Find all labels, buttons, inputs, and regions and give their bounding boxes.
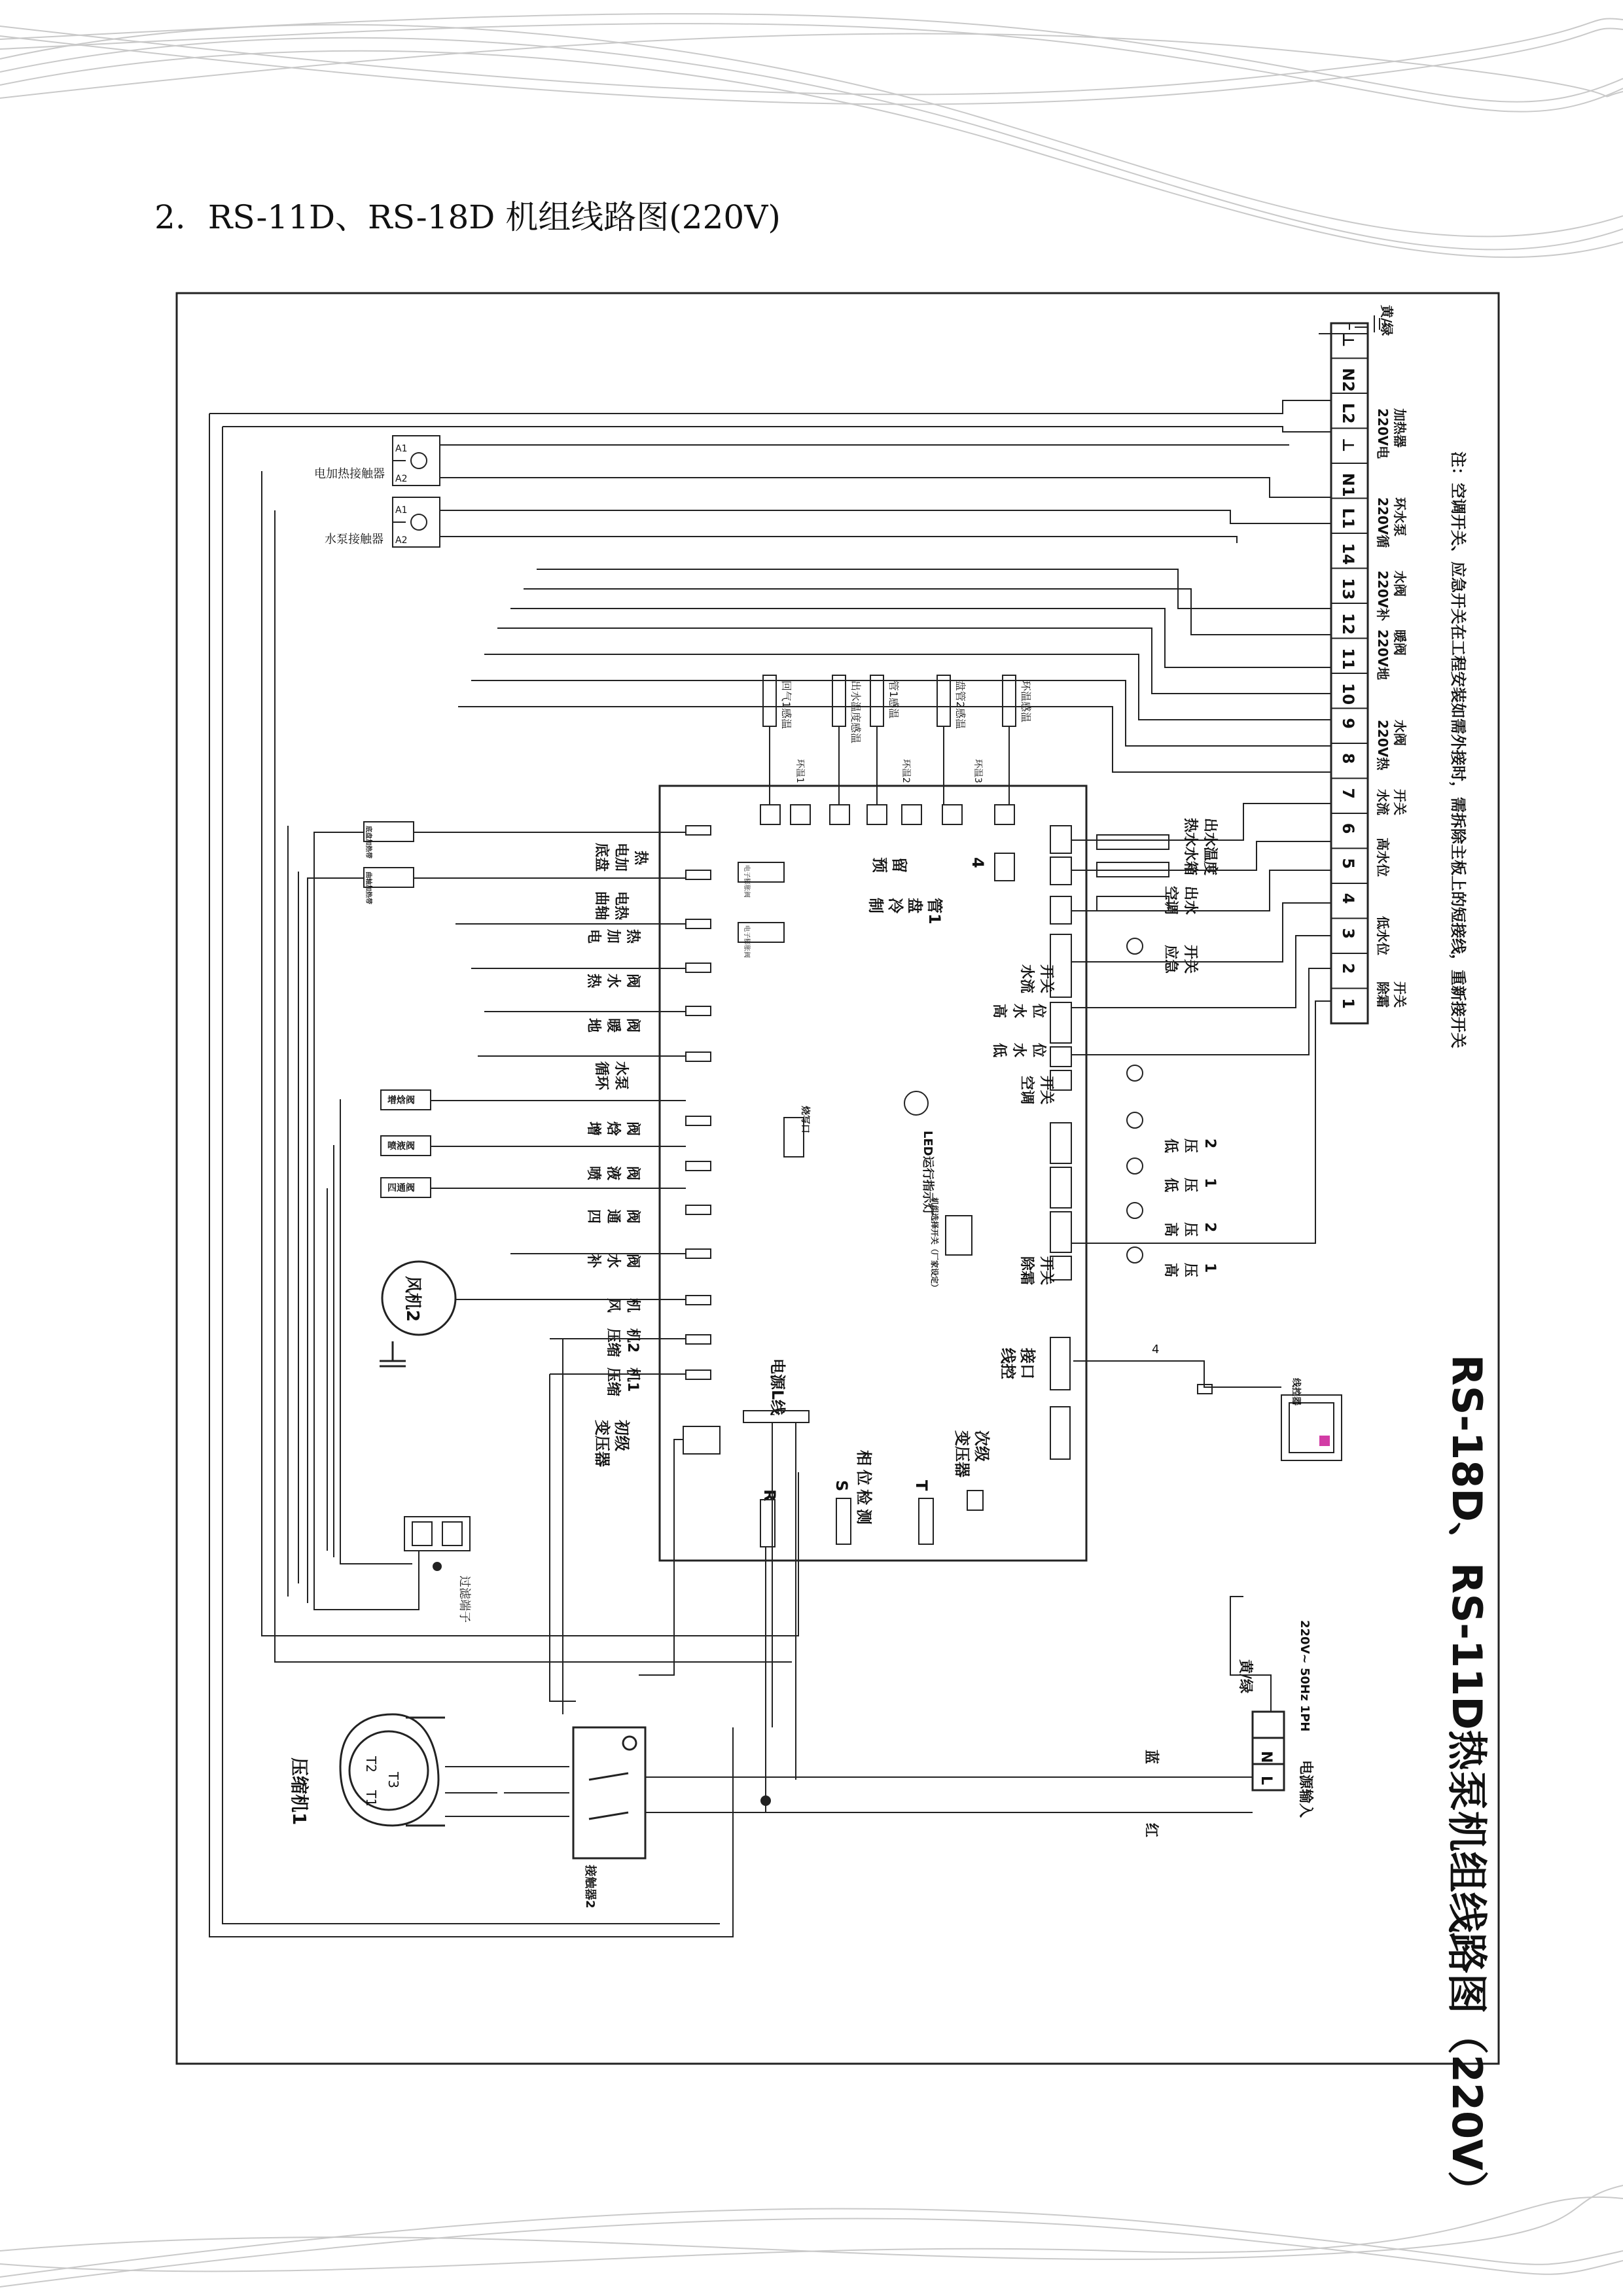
term-label-hot-valve-2: 水阀 <box>1392 720 1408 746</box>
term-label-supply-valve-2: 水阀 <box>1392 571 1408 597</box>
label-low-level-1: 低 <box>991 1043 1007 1058</box>
compressor-terminal-labels <box>363 1756 401 1807</box>
terminal-number: 2 <box>1339 963 1357 974</box>
label-high-level-1: 高 <box>991 1004 1007 1019</box>
terminal-number: 14 <box>1339 542 1357 565</box>
board-output-tabs <box>686 826 711 1379</box>
label-ac-switch-1: 空调 <box>1018 1076 1035 1105</box>
crank-heater-label: 曲轴加热带 <box>365 872 372 904</box>
diagram-title: RS-18D、RS-11D热泵机组线路图（220V） <box>1443 1354 1491 2212</box>
label-flow-switch-2: 开关 <box>1038 964 1054 994</box>
left-component-labels <box>365 826 415 1193</box>
contactor-labels <box>314 444 407 546</box>
terminal-number: L2 <box>1339 402 1357 424</box>
phase-s: S <box>832 1480 851 1492</box>
fan-motor-label: 风机2 <box>402 1276 422 1322</box>
coil-a2-bottom: A2 <box>395 535 408 546</box>
label-circulation-pump-2: 水泵 <box>613 1061 629 1091</box>
label-compressor2-2: 机2 <box>624 1328 641 1353</box>
label-floor-valve-2: 暖 <box>605 1018 621 1033</box>
wire-control-port-2: 接口 <box>1018 1348 1037 1379</box>
wire-ground-label: 黄/绿 <box>1237 1659 1253 1694</box>
sensor-port-labels <box>794 759 983 783</box>
transformer-secondary-2: 次级 <box>972 1430 991 1462</box>
terminal-l: L <box>1258 1776 1274 1786</box>
terminal-number: N2 <box>1339 368 1357 393</box>
phase-detect-3: 检 <box>855 1489 873 1505</box>
label-high-press1-3: 1 <box>1202 1263 1218 1273</box>
dip-switch-label: 机组选择开关（厂家设定） <box>930 1197 939 1292</box>
wire-controller <box>1073 1361 1342 1460</box>
label-hot-water-valve-2: 水 <box>605 974 621 989</box>
phase-detect-4: 测 <box>855 1509 873 1525</box>
label-electric-heat-3: 热 <box>624 929 641 944</box>
label-ac-switch-2: 开关 <box>1038 1076 1054 1105</box>
transformer-primary-connector <box>683 1426 720 1454</box>
label-chassis-heat-3: 热 <box>632 851 649 866</box>
term-label-supply-valve-1: 220V补 <box>1375 571 1391 622</box>
power-line-label: 电源L线 <box>768 1358 787 1416</box>
reserve-2: 留 <box>890 857 908 873</box>
label-supply-valve-3: 阀 <box>624 1254 641 1269</box>
terminal-number: N1 <box>1339 472 1357 497</box>
port-ambient1: 环温1 <box>794 759 805 783</box>
label-high-press1-2: 压 <box>1182 1263 1198 1278</box>
term-label-defrost-1: 除霜 <box>1375 981 1391 1008</box>
label-compressor2: 压缩 <box>605 1328 621 1358</box>
sensor-coil2: 盘管2感温 <box>954 680 967 730</box>
phase-detect-2: 位 <box>855 1470 873 1485</box>
terminal-number: 9 <box>1339 718 1357 729</box>
terminal-number: 8 <box>1339 752 1357 764</box>
label-ac-outlet-2: 出水 <box>1182 886 1198 915</box>
label-crank-heat-2: 电热 <box>613 891 629 921</box>
coil-a1-bottom: A1 <box>395 505 408 516</box>
power-input-labels <box>1143 1620 1314 1837</box>
terminal-n: N <box>1258 1751 1274 1763</box>
sensor-ports <box>760 805 1014 824</box>
label-outlet-temp: 出水温度 <box>1202 818 1218 876</box>
label-low-level-3: 位 <box>1030 1043 1046 1058</box>
led-indicator-label: LED运行指示灯 <box>921 1131 935 1215</box>
compressor-t1: T1 <box>363 1790 379 1807</box>
label-compressor1-2: 机1 <box>624 1368 641 1392</box>
terminal-number: 1 <box>1339 998 1357 1009</box>
board-inner-connectors <box>738 862 1070 1510</box>
board-mark-1: 电子膨胀阀 <box>743 865 750 898</box>
label-chassis-heat: 底盘 <box>593 843 609 872</box>
reserve-3: 4 <box>969 857 987 868</box>
wire-count-label: 4 <box>1152 1343 1160 1356</box>
wire-control-port-1: 线控 <box>999 1348 1017 1379</box>
compressor-label: 压缩机1 <box>289 1757 310 1826</box>
wiring-lines <box>209 400 1331 1937</box>
label-four-way-valve: 四 <box>585 1209 601 1224</box>
transformer-secondary-1: 变压器 <box>953 1430 971 1477</box>
terminal-number: 11 <box>1339 648 1357 670</box>
terminal-number: L1 <box>1339 508 1357 529</box>
compressor-t3: T3 <box>385 1772 401 1788</box>
terminal-number: 12 <box>1339 612 1357 635</box>
reserve-1: 预 <box>870 857 889 873</box>
terminal-number: 3 <box>1339 928 1357 939</box>
sensor-return-gas: 回气1感温 <box>780 680 793 730</box>
label-hot-water-tank: 热水水箱 <box>1182 818 1198 876</box>
term-label-ground: 黄/绿 <box>1379 305 1395 336</box>
terminal-number: 10 <box>1339 682 1357 705</box>
label-crank-heat: 曲轴 <box>593 891 609 921</box>
label-supply-valve-2: 水 <box>605 1254 621 1269</box>
heater-contactor-label: 电加热接触器 <box>314 467 385 481</box>
contactor-2-label: 接触器2 <box>583 1865 597 1909</box>
transformer-primary-1: 变压器 <box>593 1420 611 1467</box>
pump-contactor-label: 水泵接触器 <box>325 533 383 546</box>
label-hot-water-valve-3: 阀 <box>624 974 641 989</box>
label-electric-heat-2: 加 <box>605 929 621 944</box>
label-spray-valve-3: 阀 <box>624 1166 641 1181</box>
installation-note: 注：空调开关、应急开关在工程安装如需外接时，需拆除主板上的短接线，重新接开关 <box>1449 451 1467 1048</box>
cooling-coil-1: 制 <box>866 898 885 913</box>
cooling-coil-4: 管1 <box>925 898 944 925</box>
contactor-2 <box>573 1727 645 1858</box>
phase-t: T <box>912 1480 931 1491</box>
label-compressor1: 压缩 <box>605 1368 621 1397</box>
label-supply-valve: 补 <box>585 1254 601 1269</box>
board-mark-2: 电子膨胀阀 <box>743 925 750 958</box>
coil-a2-top: A2 <box>395 474 408 484</box>
four-way-valve-label: 四通阀 <box>387 1183 415 1193</box>
label-low-press1-3: 1 <box>1202 1178 1218 1188</box>
terminal-numbers <box>1339 333 1357 1009</box>
label-floor-valve: 地 <box>585 1018 601 1033</box>
sensor-coil1: 管1感温 <box>887 680 900 719</box>
board-left-labels <box>585 843 649 1396</box>
label-evi-valve: 增 <box>585 1122 601 1137</box>
label-low-level-2: 水 <box>1010 1043 1027 1058</box>
term-label-flow-1: 水流 <box>1375 789 1391 815</box>
label-emergency-2: 开关 <box>1182 945 1198 974</box>
label-low-press2-2: 压 <box>1182 1139 1198 1154</box>
phase-detect-1: 相 <box>855 1450 873 1466</box>
label-circulation-pump: 循环 <box>593 1061 609 1091</box>
sensor-labels <box>780 680 1032 743</box>
terminal-number: ⊥ <box>1339 332 1357 347</box>
page-title-text: RS-11D、RS-18D 机组线路图(220V) <box>207 198 781 236</box>
label-spray-valve-2: 液 <box>605 1166 621 1181</box>
filter-terminal <box>404 1517 470 1570</box>
label-high-press2-1: 高 <box>1162 1222 1179 1237</box>
board-right-labels <box>991 818 1219 1285</box>
label-low-press1-2: 压 <box>1182 1178 1198 1193</box>
label-electric-heat: 电 <box>585 929 601 944</box>
phase-r: R <box>760 1489 779 1502</box>
label-defrost-1: 除霜 <box>1018 1256 1035 1286</box>
term-label-low-water: 低水位 <box>1375 916 1391 955</box>
label-low-press2-3: 2 <box>1202 1139 1218 1149</box>
terminal-number: ⊥ <box>1339 438 1357 453</box>
board-mark-labels <box>743 865 751 958</box>
terminal-number: 5 <box>1339 858 1357 869</box>
terminal-number: 13 <box>1339 578 1357 600</box>
label-hot-water-valve: 热 <box>585 974 601 989</box>
page-title-number: 2. <box>154 198 186 236</box>
term-label-pump-2: 环水泵 <box>1392 497 1408 537</box>
filter-terminal-label: 过滤端子 <box>457 1576 471 1623</box>
term-label-pump-1: 220V循 <box>1375 497 1391 548</box>
terminal-number: 4 <box>1339 892 1357 904</box>
label-low-press2-1: 低 <box>1162 1139 1179 1154</box>
port-ambient3: 环温3 <box>972 759 983 783</box>
compressor <box>340 1714 445 1826</box>
label-spray-valve: 喷 <box>585 1166 601 1181</box>
term-label-heater-1: 220V电 <box>1375 408 1391 459</box>
controller-label: 线控器 <box>1291 1378 1301 1405</box>
label-ac-outlet-1: 空调 <box>1162 886 1179 915</box>
terminal-labels <box>1375 305 1408 1008</box>
cooling-coil-3: 盘 <box>906 898 924 913</box>
label-four-way-valve-3: 阀 <box>624 1209 641 1224</box>
label-floor-valve-3: 阀 <box>624 1018 641 1033</box>
label-chassis-heat-2: 电加 <box>613 843 629 872</box>
term-label-heater-2: 加热器 <box>1392 408 1408 448</box>
label-high-press1-1: 高 <box>1162 1263 1179 1278</box>
label-four-way-valve-2: 通 <box>605 1209 621 1224</box>
label-emergency-1: 应急 <box>1162 945 1179 974</box>
terminal-number: 6 <box>1339 822 1357 834</box>
term-label-floor-valve-1: 220V地 <box>1375 629 1391 680</box>
label-fan: 风 <box>605 1298 621 1313</box>
sensor-outlet-temp: 出水温度感温 <box>849 680 862 744</box>
term-label-hot-valve-1: 220V热 <box>1375 720 1391 771</box>
label-high-press2-2: 压 <box>1182 1222 1198 1237</box>
label-high-level-2: 水 <box>1010 1004 1027 1019</box>
port-ambient2: 环温2 <box>901 759 911 783</box>
term-label-floor-valve-2: 暖阀 <box>1392 629 1408 656</box>
terminal-number: 7 <box>1339 788 1357 799</box>
transformer-primary-2: 初级 <box>613 1420 631 1451</box>
wire-blue-label: 蓝 <box>1143 1750 1159 1765</box>
coil-a1-top: A1 <box>395 444 408 454</box>
label-high-press2-3: 2 <box>1202 1222 1218 1233</box>
term-label-high-water: 高水位 <box>1375 838 1391 877</box>
label-evi-valve-3: 阀 <box>624 1122 641 1137</box>
spray-valve-label: 喷液阀 <box>387 1141 415 1152</box>
wire-red-label: 红 <box>1143 1823 1159 1838</box>
chassis-heater-label: 底盘加热带 <box>365 826 372 858</box>
evi-valve-label: 增焓阀 <box>387 1095 415 1106</box>
switch-symbols <box>1097 835 1169 1263</box>
program-port-label: 烧写口 <box>800 1106 810 1133</box>
label-flow-switch-1: 水流 <box>1018 964 1035 994</box>
label-low-press1-1: 低 <box>1162 1178 1179 1193</box>
term-label-flow-2: 开关 <box>1392 789 1408 815</box>
label-high-level-3: 位 <box>1030 1004 1046 1019</box>
compressor-t2: T2 <box>363 1756 379 1773</box>
power-input-spec: 220V~ 50Hz 1PH <box>1298 1620 1311 1732</box>
label-defrost-2: 开关 <box>1038 1256 1054 1286</box>
term-label-defrost-2: 开关 <box>1392 981 1408 1008</box>
label-evi-valve-2: 焓 <box>605 1122 621 1137</box>
label-fan-2: 机 <box>624 1298 641 1313</box>
sensor-ambient: 环温感温 <box>1020 680 1032 723</box>
power-input-label: 电源输入 <box>1297 1760 1313 1818</box>
cooling-coil-2: 冷 <box>886 898 904 913</box>
